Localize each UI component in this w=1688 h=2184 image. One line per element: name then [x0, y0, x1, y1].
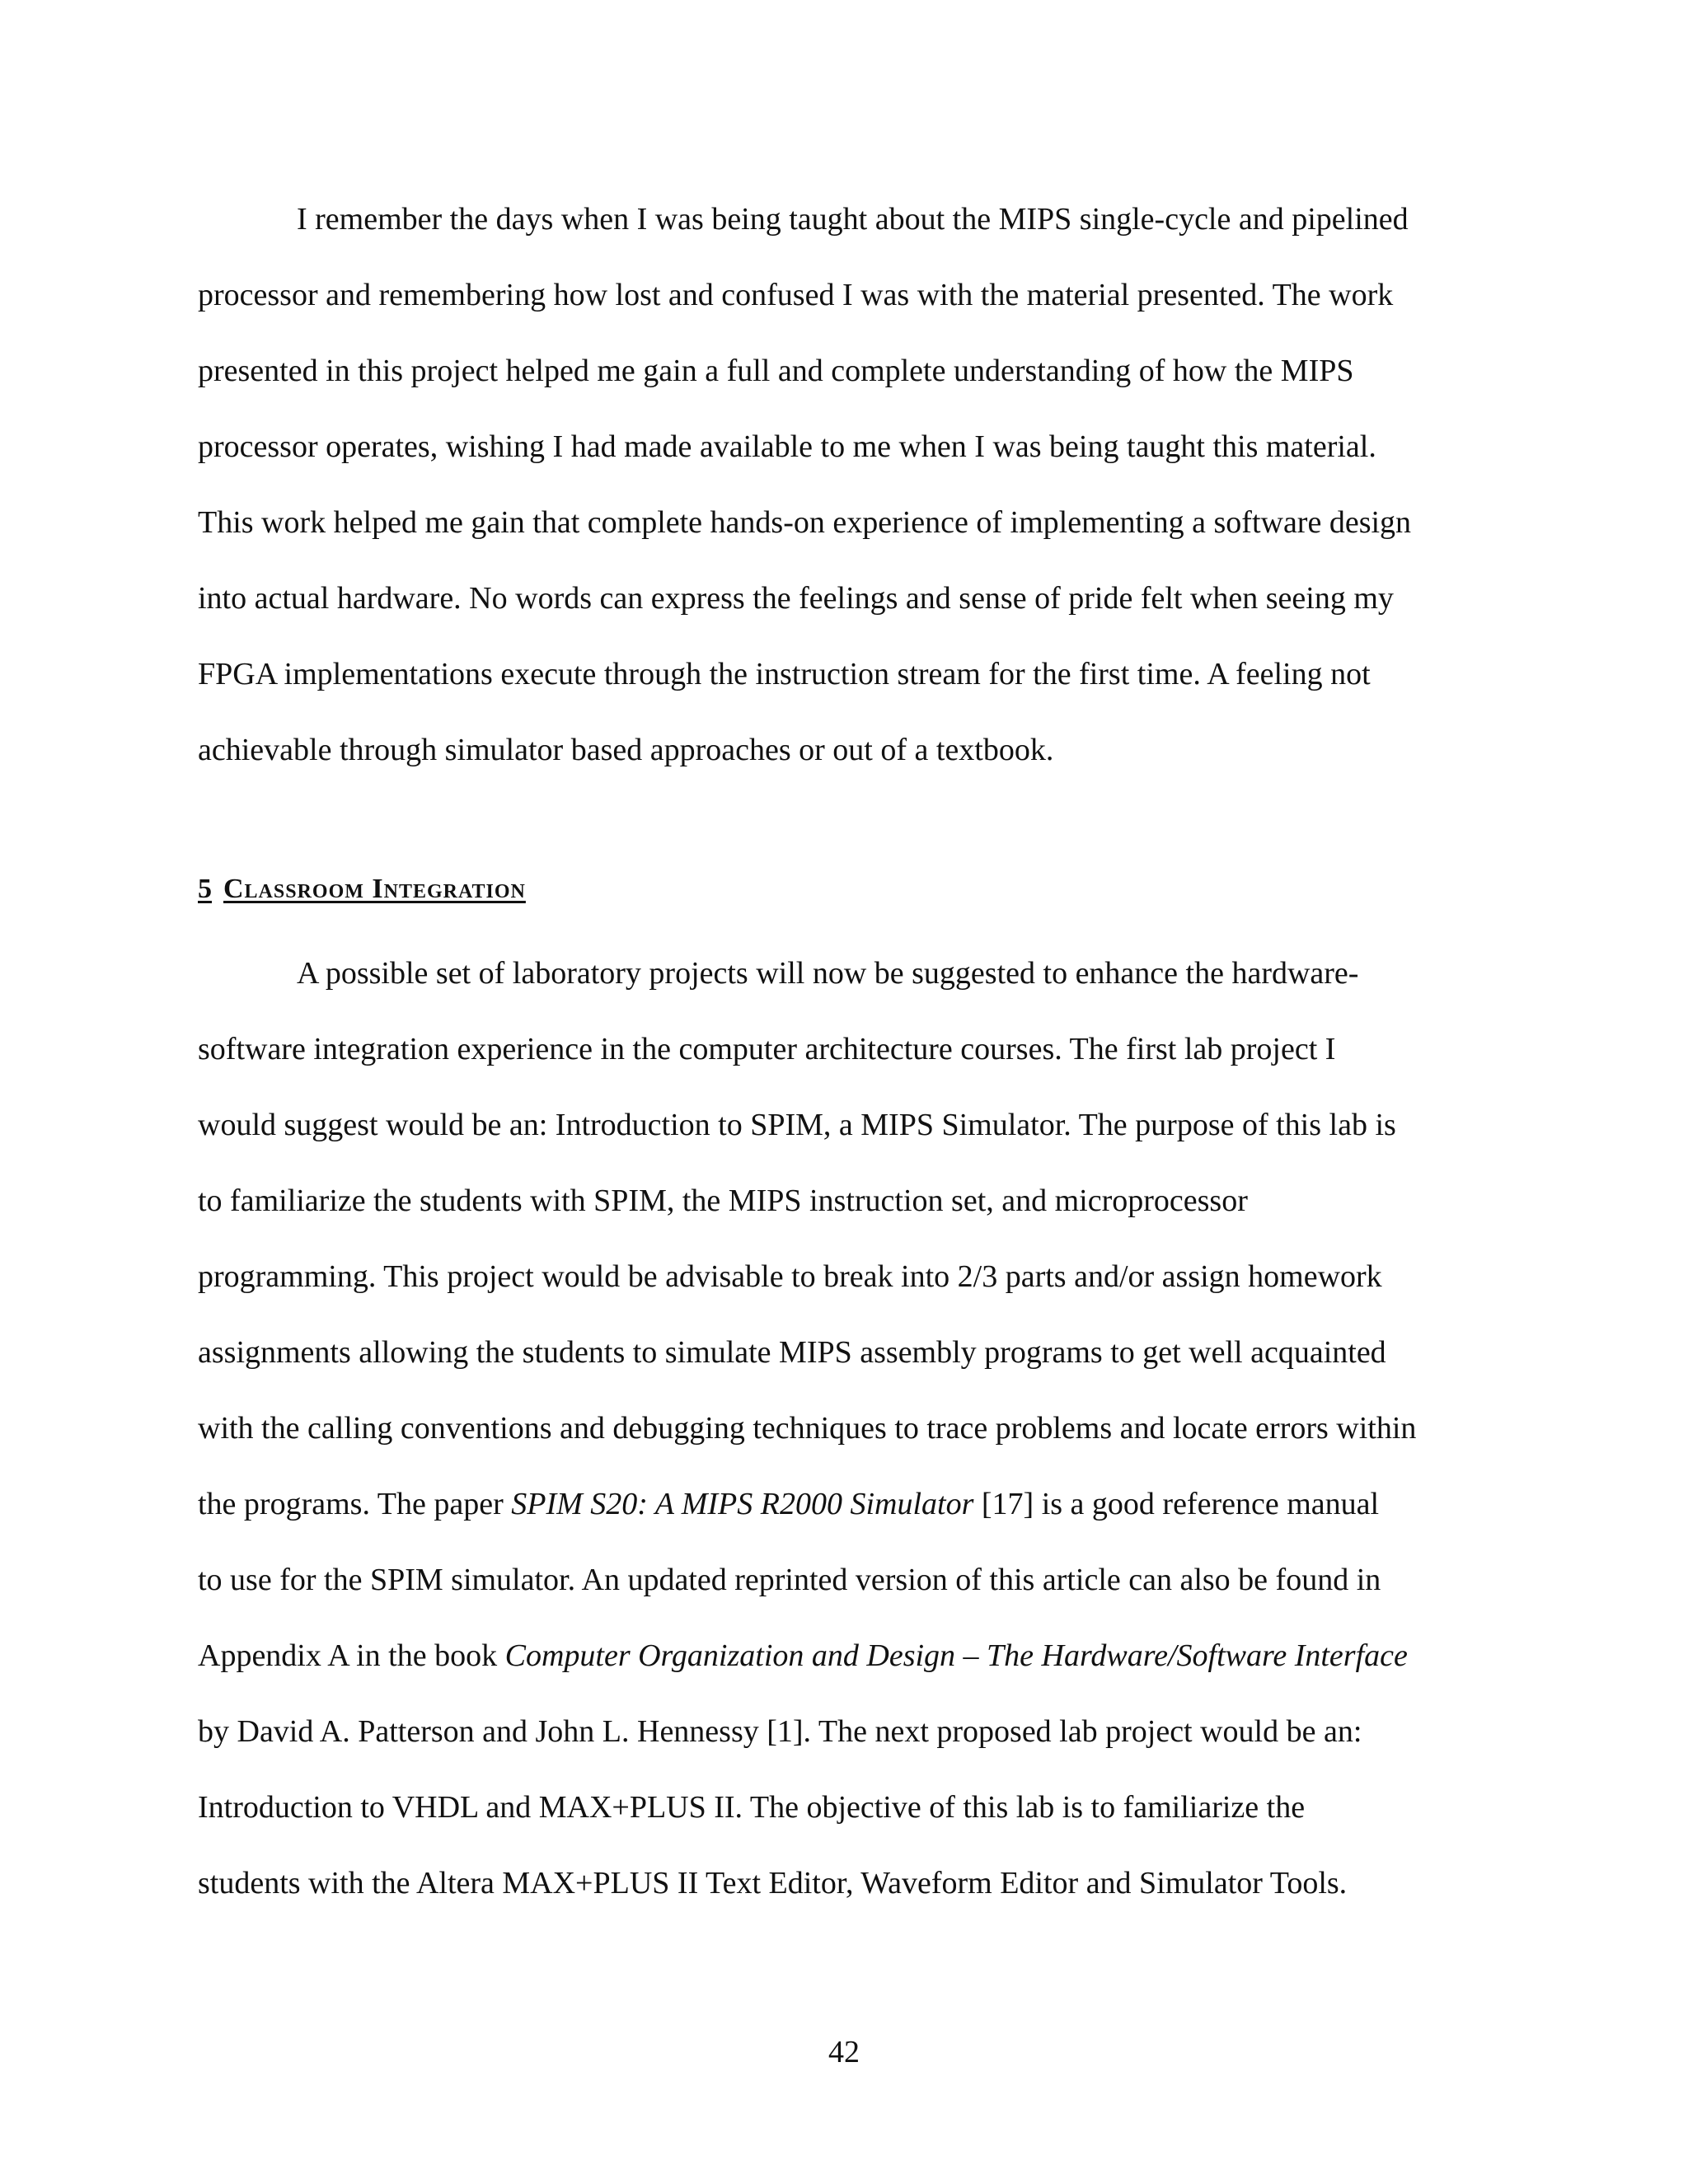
section-heading	[198, 874, 526, 905]
section-number: 5	[198, 874, 212, 904]
paragraph-line: This work helped me gain that complete hands-on experience of implementing a software design	[198, 505, 1412, 540]
paragraph-line: to use for the SPIM simulator. An updated reprinted version of this article can also be found in	[198, 1563, 1381, 1597]
paragraph-line: achievable through simulator based approaches or out of a textbook.	[198, 733, 1054, 767]
paragraph-line: to familiarize the students with SPIM, the MIPS instruction set, and microprocessor	[198, 1183, 1248, 1218]
paragraph-line: Introduction to VHDL and MAX+PLUS II. The objective of this lab is to familiarize the	[198, 1790, 1306, 1825]
paragraph-line: would suggest would be an: Introduction to SPIM, a MIPS Simulator. The purpose of this lab is	[198, 1108, 1396, 1142]
paragraph-line: by David A. Patterson and John L. Hennessy [1]. The next proposed lab project would be an:	[198, 1714, 1362, 1749]
section-title: Classroom Integration	[223, 874, 526, 904]
paragraph-line	[198, 1466, 1500, 1542]
paragraph-line: I remember the days when I was being taught about the MIPS single-cycle and pipelined	[297, 202, 1409, 237]
paragraph-line: software integration experience in the computer architecture courses. The first lab project I	[198, 1032, 1336, 1066]
cited-paper-title: SPIM S20: A MIPS R2000 Simulator	[511, 1487, 974, 1521]
paragraph-line: with the calling conventions and debugging techniques to trace problems and locate errors within	[198, 1411, 1417, 1446]
text-run: Appendix A in the book	[198, 1638, 505, 1673]
text-run: [17] is a good reference manual	[973, 1487, 1380, 1521]
paragraph-line: assignments allowing the students to simulate MIPS assembly programs to get well acquainted	[198, 1335, 1386, 1370]
cited-book-title: Computer Organization and Design – The Hardware/Software Interface	[504, 1638, 1408, 1673]
paragraph-line: presented in this project helped me gain a full and complete understanding of how the MIPS	[198, 354, 1354, 388]
paragraph-line: FPGA implementations execute through the instruction stream for the first time. A feeling not	[198, 657, 1371, 691]
text-run: the programs. The paper	[198, 1487, 512, 1521]
paragraph-line: programming. This project would be advisable to break into 2/3 parts and/or assign homework	[198, 1259, 1382, 1294]
paragraph-line: processor and remembering how lost and confused I was with the material presented. The work	[198, 278, 1394, 312]
page-number: 42	[828, 2035, 860, 2069]
paragraph-line	[198, 1618, 1500, 1694]
paragraph-line: students with the Altera MAX+PLUS II Text Editor, Waveform Editor and Simulator Tools.	[198, 1866, 1348, 1900]
paragraph-line: A possible set of laboratory projects will now be suggested to enhance the hardware-	[297, 956, 1359, 991]
paragraph-line: into actual hardware. No words can express the feelings and sense of pride felt when seeing my	[198, 581, 1394, 616]
paragraph-classroom-integration	[198, 935, 1500, 1921]
paragraph-line: processor operates, wishing I had made available to me when I was being taught this material.	[198, 429, 1376, 464]
paragraph-reflection	[198, 181, 1500, 788]
